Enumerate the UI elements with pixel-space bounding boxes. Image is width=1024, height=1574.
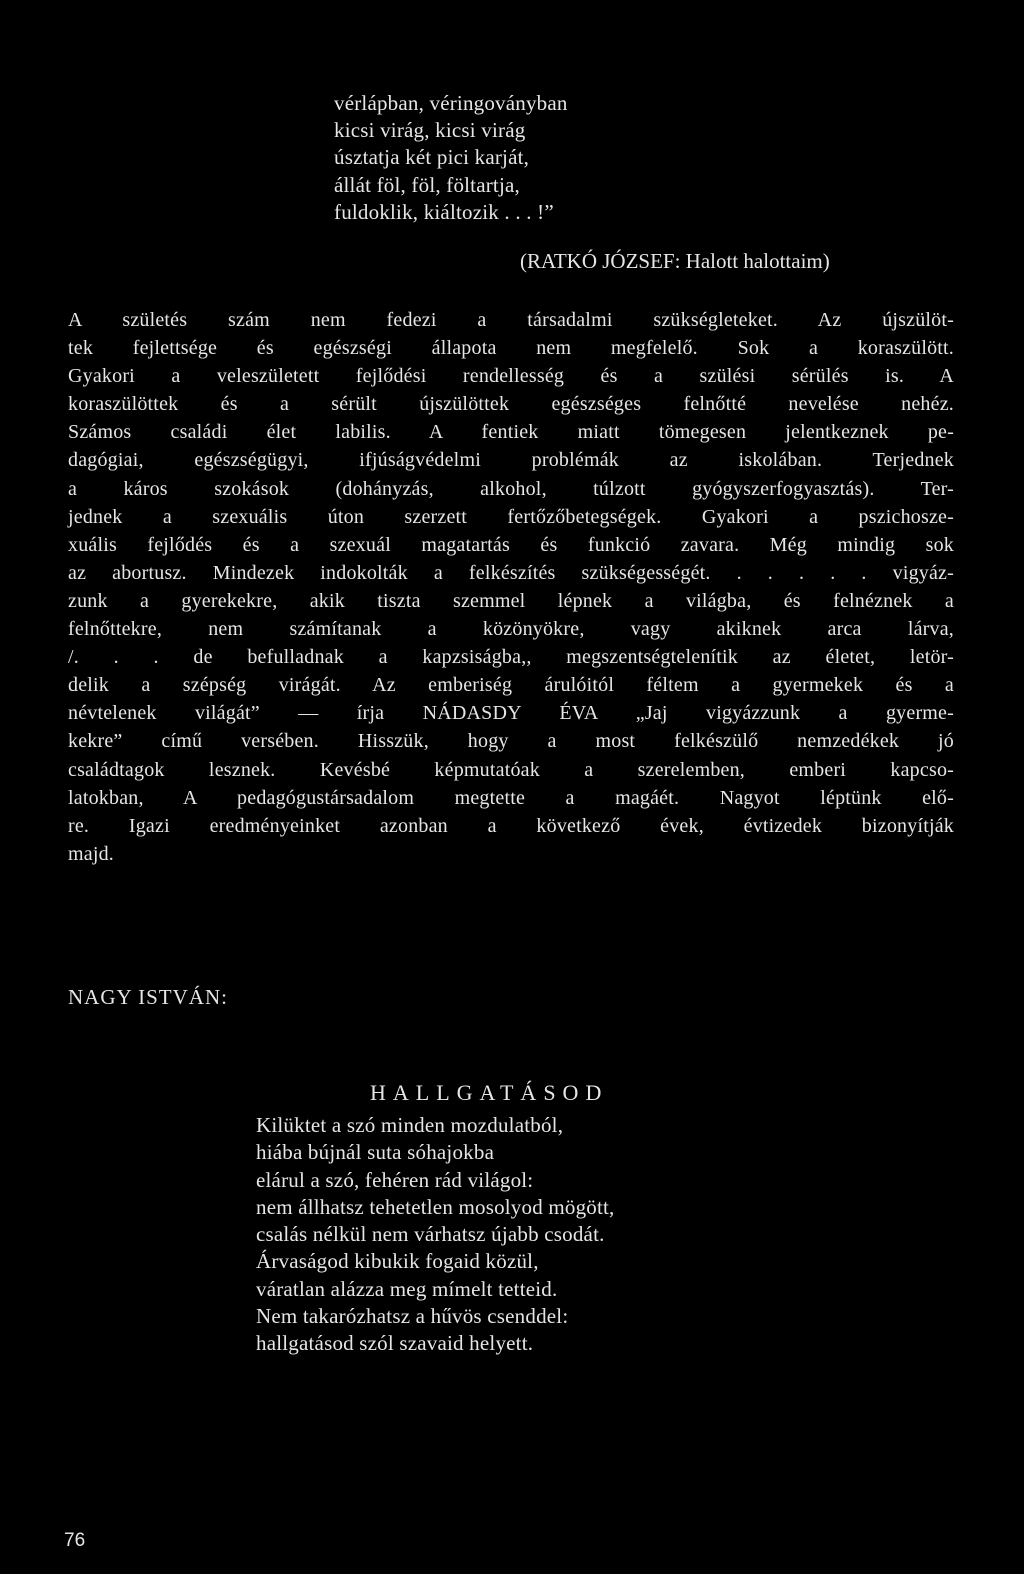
prose-line: jednek a szexuális úton szerzett fertőzőbetegségek. Gyakori a pszichosze- [68, 505, 954, 528]
poem-body [256, 1112, 615, 1358]
prose-line: az abortusz. Mindezek indokolták a felkészítés szükségességét. . . . . . vigyáz- [68, 561, 954, 584]
opening-poem-line: fuldoklik, kiáltozik . . . !” [334, 199, 554, 224]
prose-line: kekre” című versében. Hisszük, hogy a most felkészülő nemzedékek jó [68, 730, 954, 753]
prose-line: /. . . de befulladnak a kapzsiságba,, megszentségtelenítik az életet, letör- [68, 646, 954, 669]
prose-line: re. Igazi eredményeinket azonban a következő évek, évtizedek bizonyítják [68, 814, 954, 837]
poem-line: váratlan alázza meg mímelt tetteid. [256, 1276, 558, 1301]
prose-line: dagógiai, egészségügyi, ifjúságvédelmi problémák az iskolában. Terjednek [68, 449, 954, 472]
prose-line: koraszülöttek és a sérült újszülöttek egészséges felnőtté nevelése nehéz. [68, 393, 954, 416]
page-number: 76 [64, 1530, 86, 1551]
prose-line: családtagok lesznek. Kevésbé képmutatóak a szerelemben, emberi kapcso- [68, 758, 954, 781]
prose-line: xuális fejlődés és a szexuál magatartás és funkció zavara. Még mindig sok [68, 533, 954, 556]
poem-line: elárul a szó, fehéren rád világol: [256, 1167, 534, 1192]
prose-paragraph [68, 306, 954, 868]
poem-attribution: (RATKÓ JÓZSEF: Halott halottaim) [520, 249, 830, 273]
poem-line: nem állhatsz tehetetlen mosolyod mögött, [256, 1194, 615, 1219]
prose-line: Gyakori a veleszületett fejlődési rendellesség és a szülési sérülés is. A [68, 365, 954, 388]
poem-line: Kilüktet a szó minden mozdulatból, [256, 1113, 564, 1137]
prose-line: a káros szokások (dohányzás, alkohol, túlzott gyógyszerfogyasztás). Ter- [68, 477, 954, 500]
prose-line: A születés szám nem fedezi a társadalmi szükségleteket. Az újszülöt- [68, 309, 954, 331]
prose-line: felnőttekre, nem számítanak a közönyökre, vagy akiknek arca lárva, [68, 618, 954, 641]
prose-line: névtelenek világát” — írja NÁDASDY ÉVA „Jaj vigyázzunk a gyerme- [68, 702, 954, 725]
poem-line: Árvaságod kibukik fogaid közül, [256, 1249, 539, 1274]
poem-line: hiába bújnál suta sóhajokba [256, 1140, 495, 1165]
opening-poem-line: állát föl, föl, föltartja, [334, 172, 520, 197]
opening-poem-line: úsztatja két pici karját, [334, 145, 530, 170]
opening-poem-line: kicsi virág, kicsi virág [334, 118, 526, 143]
prose-line: zunk a gyerekekre, akik tiszta szemmel lépnek a világba, és felnéznek a [68, 589, 954, 612]
prose-line: delik a szépség virágát. Az emberiség árulóitól féltem a gyermekek és a [68, 674, 954, 697]
opening-poem-line: vérlápban, véringoványban [334, 91, 568, 115]
poem-title: HALLGATÁSOD [370, 1080, 609, 1105]
prose-line: majd. [68, 842, 114, 865]
poem-line: hallgatásod szól szavaid helyett. [256, 1331, 534, 1356]
prose-line: Számos családi élet labilis. A fentiek miatt tömegesen jelentkeznek pe- [68, 421, 954, 444]
poem-line: Nem takarózhatsz a hűvös csenddel: [256, 1304, 569, 1329]
prose-line: tek fejlettsége és egészségi állapota nem megfelelő. Sok a koraszülött. [68, 337, 954, 360]
opening-poem-excerpt [334, 90, 568, 226]
author-heading: NAGY ISTVÁN: [68, 985, 228, 1009]
prose-line: latokban, A pedagógustársadalom megtette a magáét. Nagyot léptünk elő- [68, 786, 954, 809]
poem-line: csalás nélkül nem várhatsz újabb csodát. [256, 1222, 605, 1247]
